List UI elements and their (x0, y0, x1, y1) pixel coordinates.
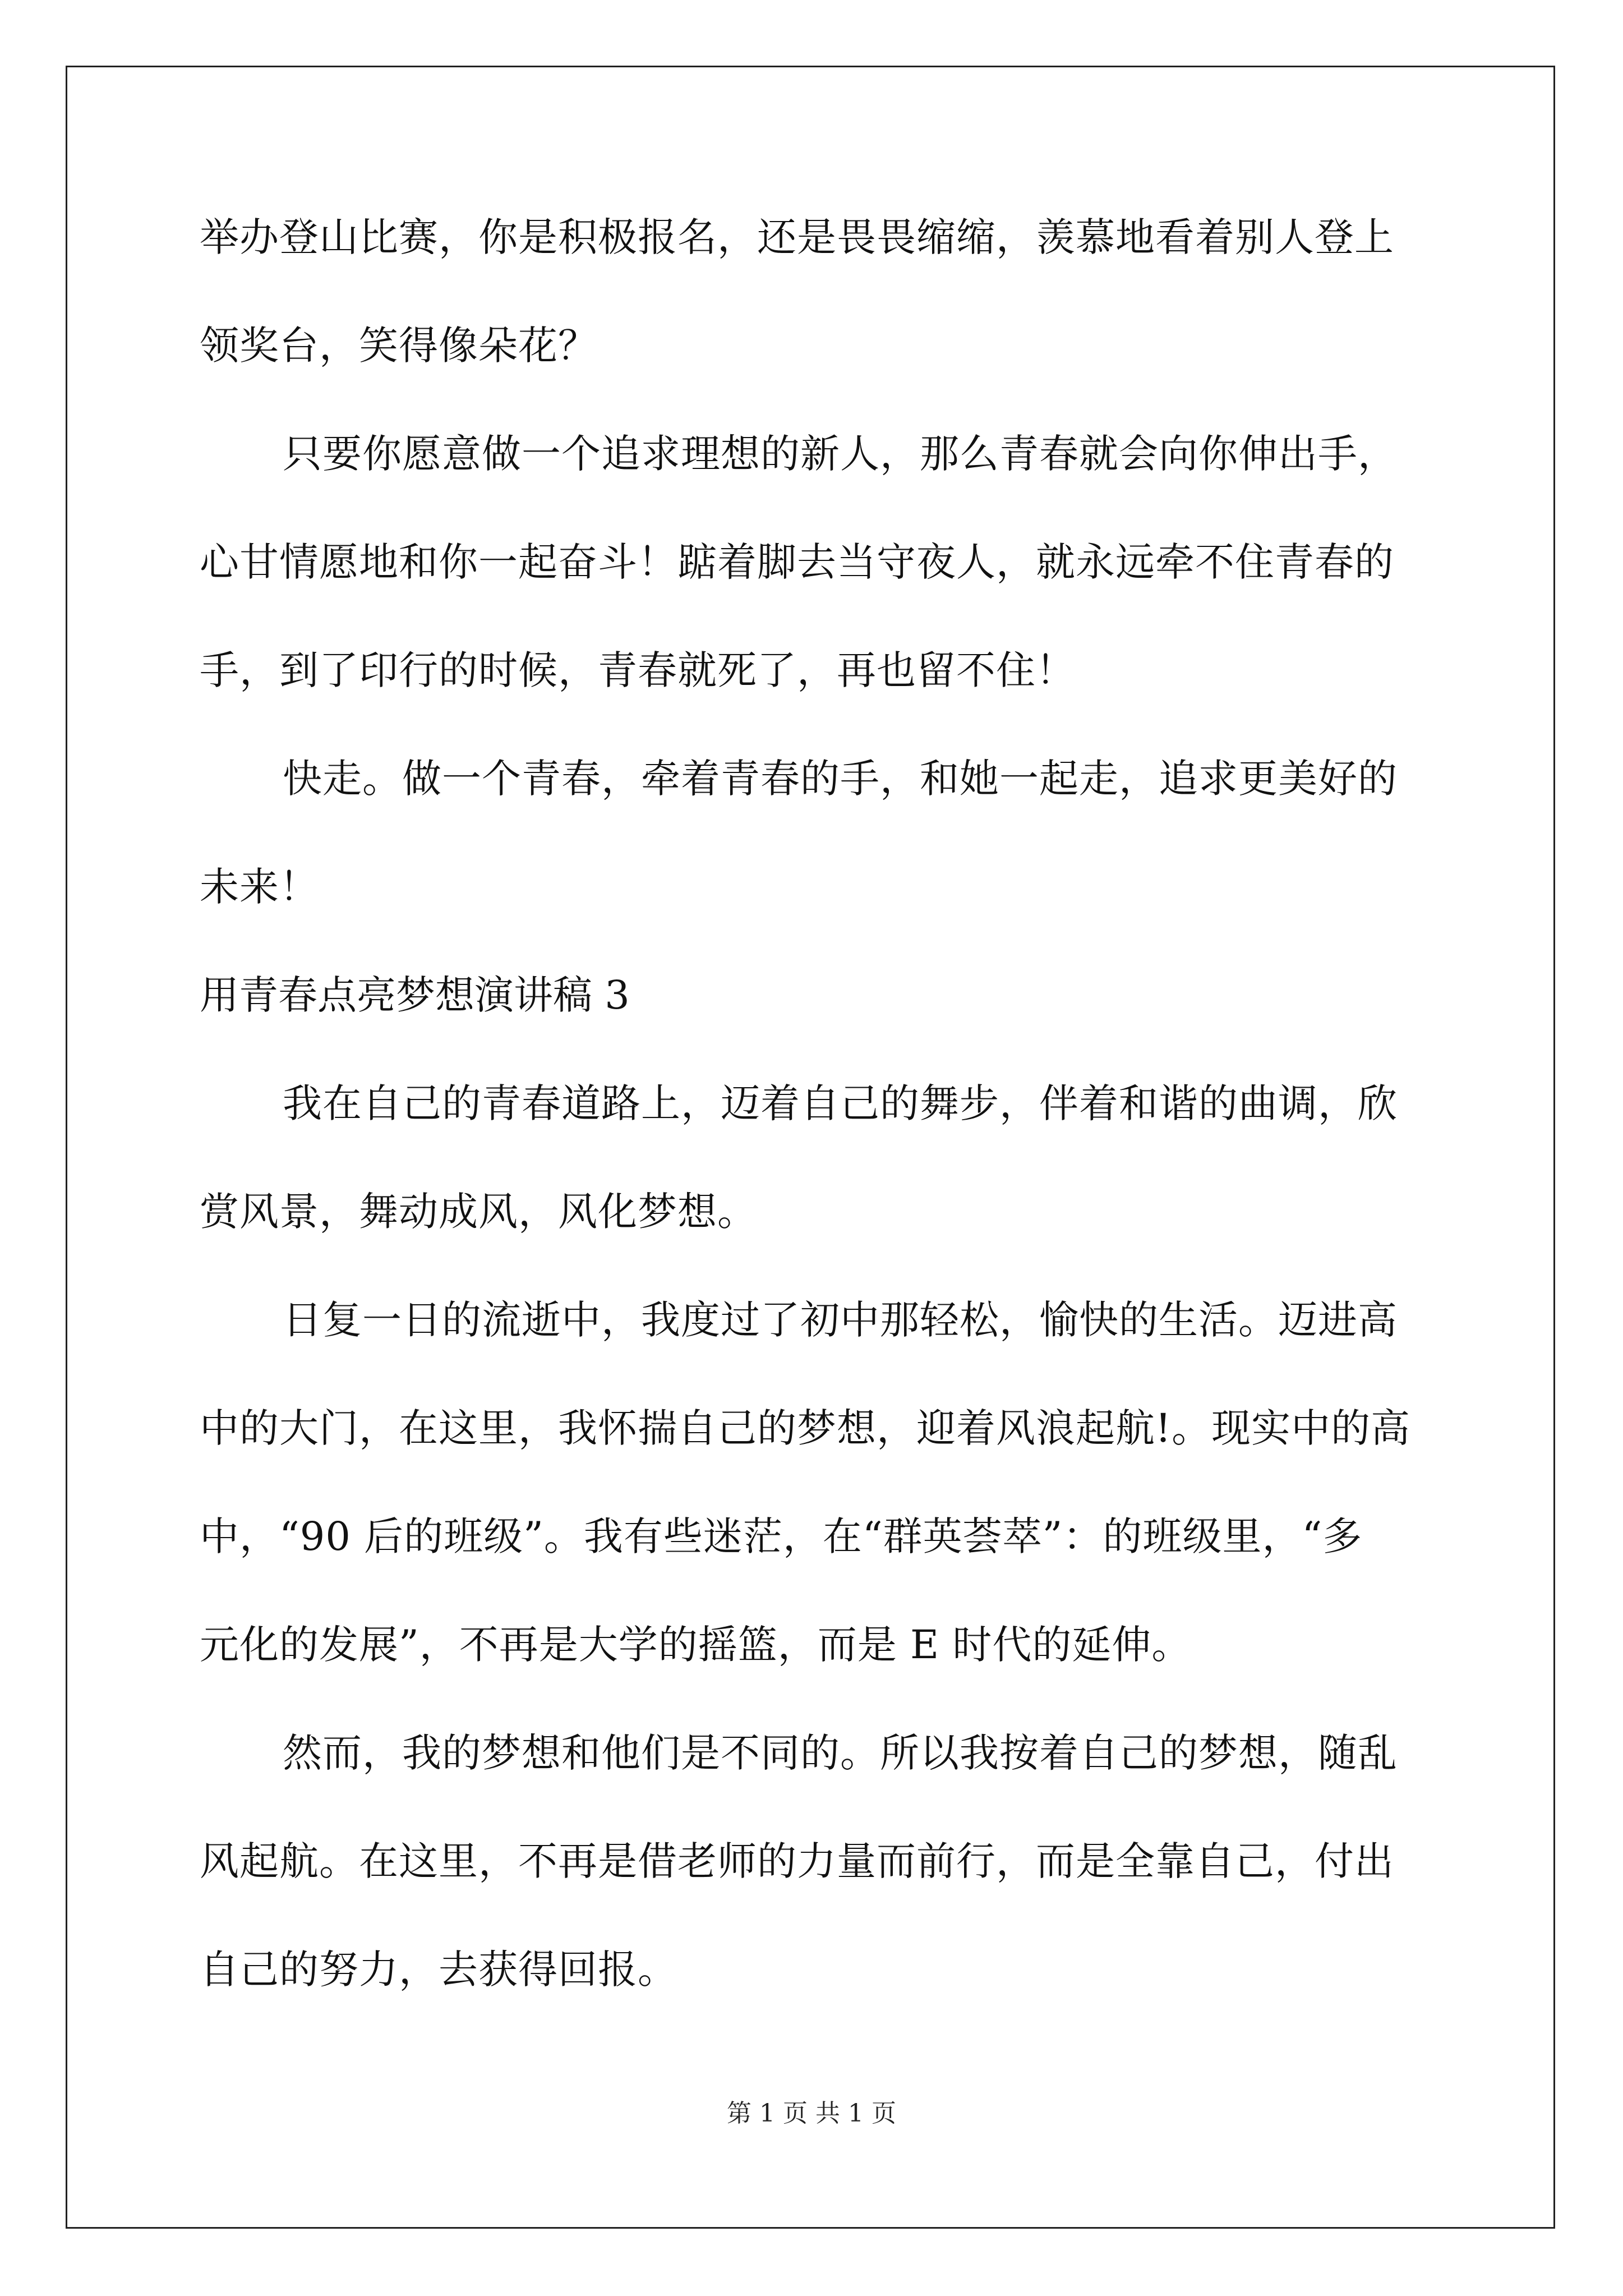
page-footer: 第 1 页 共 1 页 (727, 2099, 896, 2128)
text-line: 心甘情愿地和你一起奋斗！踮着脚去当守夜人，就永远牵不住青春的 (200, 539, 1394, 585)
text-line: 中，“90 后的班级”。我有些迷茫，在“群英荟萃”：的班级里，“多 (200, 1513, 1363, 1559)
text-line: 自己的努力，去获得回报。 (200, 1947, 677, 1993)
text-line: 手，到了印行的时候，青春就死了，再也留不住！ (200, 647, 1076, 693)
text-line: 元化的发展”，不再是大学的摇篮，而是 E 时代的延伸。 (200, 1622, 1192, 1668)
text-line: 领奖台，笑得像朵花？ (200, 323, 598, 369)
paragraph-start-line: 只要你愿意做一个追求理想的新人，那么青春就会向你伸出手， (283, 431, 1398, 477)
text-line: 举办登山比赛，你是积极报名，还是畏畏缩缩，羡慕地看着别人登上 (200, 214, 1394, 260)
text-line: 风起航。在这里，不再是借老师的力量而前行，而是全靠自己，付出 (200, 1838, 1394, 1884)
paragraph-start-line: 快走。做一个青春，牵着青春的手，和她一起走，追求更美好的 (283, 756, 1398, 802)
text-line: 未来！ (200, 864, 319, 910)
section-heading: 用青春点亮梦想演讲稿 3 (200, 972, 630, 1018)
paragraph-start-line: 然而，我的梦想和他们是不同的。所以我按着自己的梦想，随乱 (283, 1730, 1398, 1776)
text-line: 中的大门，在这里，我怀揣自己的梦想，迎着风浪起航!。现实中的高 (200, 1405, 1411, 1451)
document-body (200, 210, 1433, 2051)
paragraph-start-line: 日复一日的流逝中，我度过了初中那轻松，愉快的生活。迈进高 (283, 1297, 1398, 1343)
text-line: 赏风景，舞动成风，风化梦想。 (200, 1189, 757, 1235)
paragraph-start-line: 我在自己的青春道路上，迈着自己的舞步，伴着和谐的曲调，欣 (283, 1080, 1398, 1126)
